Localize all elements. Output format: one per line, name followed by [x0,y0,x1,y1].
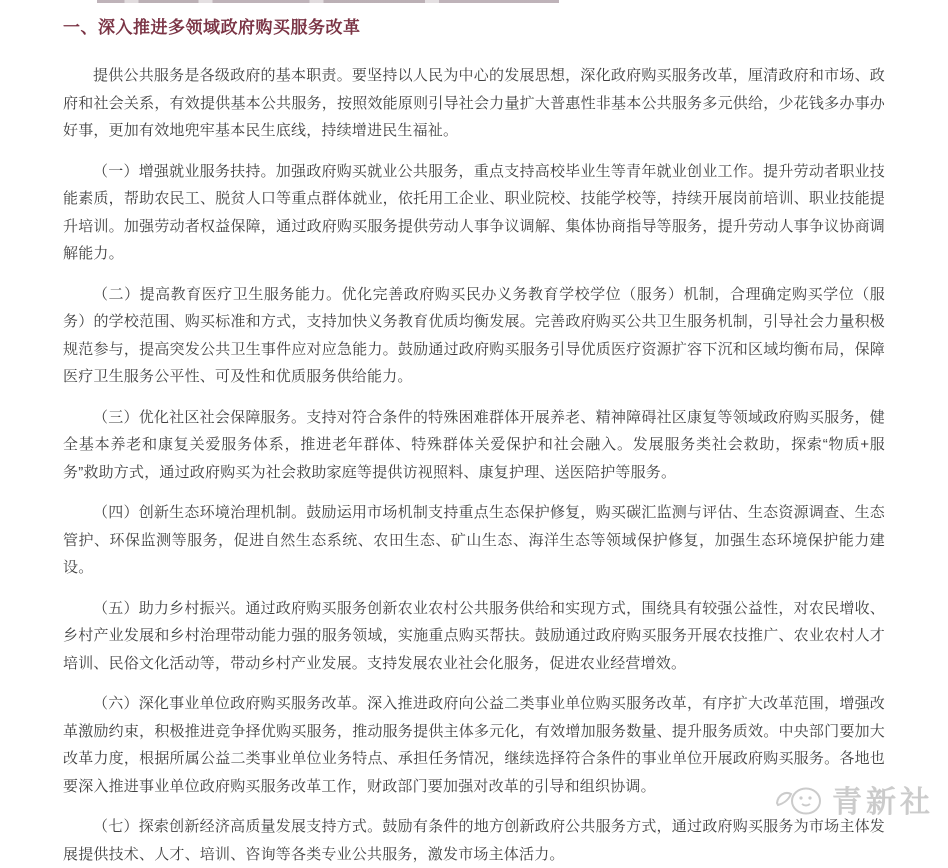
body-paragraph: （七）探索创新经济高质量发展支持方式。鼓励有条件的地方创新政府公共服务方式，通过政府购买服务为市场主体发展提供技术、人才、培训、咨询等各类专业公共服务，激发市场主体活力。 [63,818,885,863]
body-paragraph: （五）助力乡村振兴。通过政府购买服务创新农业农村公共服务供给和实现方式，围绕具有较强公益性，对农民增收、乡村产业发展和乡村治理带动能力强的服务领域，实施重点购买帮扶。鼓励通过政府购买服务开展农技推广、农业农村人才培训、民俗文化活动等，带动乡村产业发展。支持发展农业社会化服务，促进农业经营增效。 [63,599,885,672]
clipped-heading-remnant [97,0,559,3]
watermark-label: 青新社 [832,785,934,819]
body-paragraph: （四）创新生态环境治理机制。鼓励运用市场机制支持重点生态保护修复，购买碳汇监测与评估、生态资源调查、生态管护、环保监测等服务，促进自然生态系统、农田生态、矿山生态、海洋生态等领域保护修复，加强生态环境保护能力建设。 [63,504,885,576]
body-paragraph: （六）深化事业单位政府购买服务改革。深入推进政府向公益二类事业单位购买服务改革，有序扩大改革范围，增强改革激励约束，积极推进竞争择优购买服务，推动服务提供主体多元化，有效增加服务数量、提升服务质效。中央部门要加大改革力度，根据所属公益二类事业单位业务特点、承担任务情况，继续选择符合条件的事业单位开展政府购买服务。各地也要深入推进事业单位政府购买服务改革工作，财政部门要加强对改革的引导和组织协调。 [63,695,885,795]
body-paragraph: （一）增强就业服务扶持。加强政府购买就业公共服务，重点支持高校毕业生等青年就业创业工作。提升劳动者职业技能素质，帮助农民工、脱贫人口等重点群体就业，依托用工企业、职业院校、技能学校等，持续开展岗前培训、职业技能提升培训。加强劳动者权益保障，通过政府购买服务提供劳动人事争议调解、集体协商指导等服务，提升劳动人事争议协商调解能力。 [63,162,885,262]
section-heading: 一、深入推进多领域政府购买服务改革 [63,18,361,37]
body-paragraph: 提供公共服务是各级政府的基本职责。要坚持以人民为中心的发展思想，深化政府购买服务改革，厘清政府和市场、政府和社会关系，有效提供基本公共服务，按照效能原则引导社会力量扩大普惠性非基本公共服务多元供给，少花钱多办事办好事，更加有效地兜牢基本民生底线，持续增进民生福祉。 [63,67,885,139]
body-paragraph: （二）提高教育医疗卫生服务能力。优化完善政府购买民办义务教育学校学位（服务）机制，合理确定购买学位（服务）的学校范围、购买标准和方式，支持加快义务教育优质均衡发展。完善政府购买公共卫生服务机制，引导社会力量积极规范参与，提高突发公共卫生事件应对应急能力。鼓励通过政府购买服务引导优质医疗资源扩容下沉和区域均衡布局，保障医疗卫生服务公平性、可及性和优质服务供给能力。 [63,285,885,385]
body-paragraph: （三）优化社区社会保障服务。支持对符合条件的特殊困难群体开展养老、精神障碍社区康复等领域政府购买服务，健全基本养老和康复关爱服务体系，推进老年群体、特殊群体关爱保护和社会融入。发展服务类社会救助，探索“物质+服务”救助方式，通过政府购买为社会救助家庭等提供访视照料、康复护理、送医陪护等服务。 [63,408,885,481]
